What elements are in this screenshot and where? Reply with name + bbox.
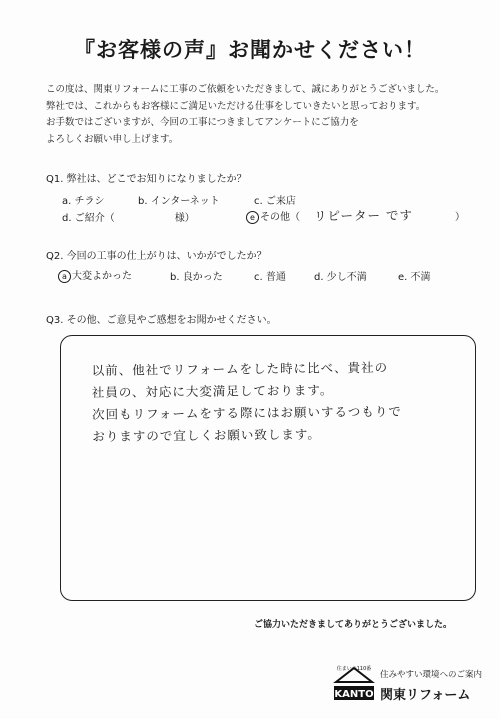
q1-question: Q1. 弊社は、どこでお知りになりましたか？	[46, 174, 247, 185]
intro-line: この度は、関東リフォームに工事のご依頼をいただきまして、誠にありがとうございました。	[46, 84, 445, 95]
company-name: 関東リフォーム	[380, 688, 471, 703]
q2-option-c[interactable]: c. 普通	[254, 272, 286, 283]
q2-option-a-label: 大変よかった	[72, 271, 132, 282]
q1-option-b[interactable]: b. インターネット	[138, 196, 220, 207]
badge-top-text: 住まいの110番	[336, 666, 372, 672]
q1-option-a[interactable]: a. チラシ	[62, 196, 105, 207]
q1-option-e-label: その他（	[260, 212, 300, 223]
comment-line: 次回もリフォームをする際にはお願いするつもりで	[92, 403, 402, 422]
house-logo-icon	[332, 662, 376, 702]
comment-text	[92, 356, 463, 448]
q3-question: Q3. その他、ご意見やご感想をお聞かせください。	[46, 315, 277, 326]
intro-line: よろしくお願い申し上げます。	[46, 133, 179, 145]
intro-line: 弊社では、これからもお客様にご満足いただける仕事をしていきたいと思っております。	[46, 100, 426, 112]
intro-paragraph	[46, 82, 466, 148]
q1-option-d[interactable]: d. ご紹介（ 様）	[62, 213, 195, 224]
page-title: 『お客様の声』お聞かせください！	[74, 38, 426, 62]
comment-line: 以前、他社でリフォームをした時に比べ、貴社の	[91, 359, 389, 378]
company-logo	[328, 662, 498, 710]
q2-option-e[interactable]: e. 不満	[398, 272, 431, 283]
thanks-message: ご協力いただきましてありがとうございました。	[254, 620, 453, 630]
q2-option-a[interactable]	[58, 267, 132, 283]
comment-line: おりますので宜しくお願い致します。	[92, 426, 321, 444]
q2-question: Q2. 今回の工事の仕上がりは、いかがでしたか？	[46, 251, 267, 262]
q1-option-c[interactable]: c. ご来店	[254, 196, 296, 207]
comment-line: 社員の、対応に大変満足しております。	[91, 382, 334, 400]
q1-option-e[interactable]	[246, 208, 300, 224]
selected-circle-mark: e	[246, 211, 259, 224]
q2-option-d[interactable]: d. 少し不満	[314, 272, 367, 283]
intro-line: お手数ではございますが、今回の工事につきましてアンケートにご協力を	[46, 117, 359, 128]
q2-option-b[interactable]: b. 良かった	[170, 272, 223, 283]
badge-brand-text: KANTO	[334, 689, 374, 700]
q1-option-e-close: ）	[455, 212, 465, 223]
company-tagline: 住みやすい環境へのご案内	[380, 670, 483, 680]
q1-other-answer[interactable]: リピーター です	[313, 207, 414, 224]
selected-circle-mark: a	[58, 270, 71, 283]
